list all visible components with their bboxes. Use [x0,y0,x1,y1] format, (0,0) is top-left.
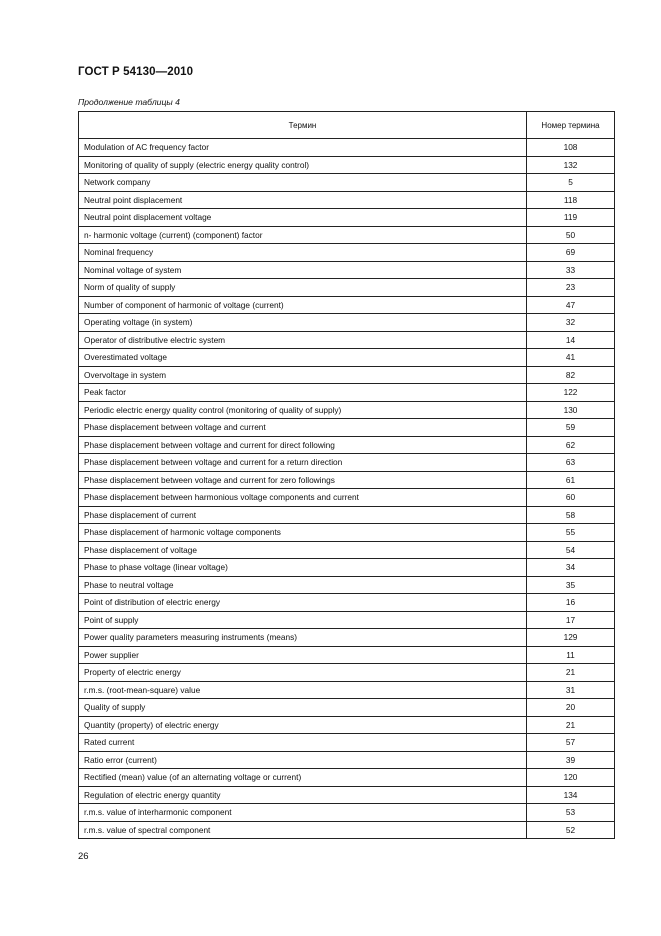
term-number-cell: 60 [527,489,615,507]
term-cell: Peak factor [79,384,527,402]
term-number-cell: 62 [527,436,615,454]
table-row [79,139,615,157]
term-number-cell: 82 [527,366,615,384]
term-cell: Rated current [79,734,527,752]
term-number-cell: 11 [527,646,615,664]
table-row [79,629,615,647]
table-row [79,506,615,524]
table-row [79,611,615,629]
table-row [79,594,615,612]
term-number-cell: 120 [527,769,615,787]
term-cell: Phase displacement between voltage and current for a return direction [79,454,527,472]
term-number-cell: 69 [527,244,615,262]
term-number-cell: 63 [527,454,615,472]
term-cell: Periodic electric energy quality control (monitoring of quality of supply) [79,401,527,419]
table-row [79,244,615,262]
term-cell: Number of component of harmonic of voltage (current) [79,296,527,314]
term-cell: Quantity (property) of electric energy [79,716,527,734]
table-row [79,786,615,804]
table-row [79,261,615,279]
term-number-cell: 122 [527,384,615,402]
term-number-cell: 34 [527,559,615,577]
term-cell: Nominal voltage of system [79,261,527,279]
document-standard-title: ГОСТ Р 54130—2010 [78,66,194,78]
term-cell: Overvoltage in system [79,366,527,384]
table-row [79,226,615,244]
term-number-cell: 39 [527,751,615,769]
term-number-cell: 32 [527,314,615,332]
table-row [79,699,615,717]
term-cell: Phase to neutral voltage [79,576,527,594]
term-cell: r.m.s. value of interharmonic component [79,804,527,822]
term-cell: Power quality parameters measuring instruments (means) [79,629,527,647]
table-row [79,419,615,437]
table-row [79,331,615,349]
table-row [79,541,615,559]
term-cell: Overestimated voltage [79,349,527,367]
term-number-cell: 17 [527,611,615,629]
term-cell: Norm of quality of supply [79,279,527,297]
table-body [79,139,615,839]
term-cell: Phase displacement of current [79,506,527,524]
table-row [79,314,615,332]
term-number-cell: 47 [527,296,615,314]
term-cell: Phase to phase voltage (linear voltage) [79,559,527,577]
term-cell: Operating voltage (in system) [79,314,527,332]
term-number-cell: 21 [527,716,615,734]
term-number-cell: 129 [527,629,615,647]
term-cell: r.m.s. value of spectral component [79,821,527,839]
table-row [79,751,615,769]
term-cell: Modulation of AC frequency factor [79,139,527,157]
table-row [79,489,615,507]
term-cell: Phase displacement between voltage and current for zero followings [79,471,527,489]
term-number-cell: 14 [527,331,615,349]
term-number-cell: 5 [527,174,615,192]
term-number-cell: 50 [527,226,615,244]
table-row [79,734,615,752]
table-row [79,296,615,314]
term-number-cell: 118 [527,191,615,209]
term-cell: Nominal frequency [79,244,527,262]
term-number-cell: 31 [527,681,615,699]
table-row [79,576,615,594]
term-cell: Quality of supply [79,699,527,717]
table-row [79,804,615,822]
term-cell: Operator of distributive electric system [79,331,527,349]
term-number-cell: 132 [527,156,615,174]
term-number-cell: 52 [527,821,615,839]
table-row [79,384,615,402]
term-cell: Neutral point displacement voltage [79,209,527,227]
term-number-cell: 53 [527,804,615,822]
table-row [79,646,615,664]
table-row [79,436,615,454]
table-row [79,559,615,577]
table-row [79,209,615,227]
term-cell: Neutral point displacement [79,191,527,209]
term-number-cell: 20 [527,699,615,717]
term-number-cell: 57 [527,734,615,752]
term-number-cell: 55 [527,524,615,542]
term-cell: Property of electric energy [79,664,527,682]
table-row [79,769,615,787]
term-cell: r.m.s. (root-mean-square) value [79,681,527,699]
table-row [79,366,615,384]
column-header-term: Термин [79,112,527,139]
column-header-number: Номер термина [527,112,615,139]
term-cell: Rectified (mean) value (of an alternating voltage or current) [79,769,527,787]
term-cell: Phase displacement of voltage [79,541,527,559]
term-number-cell: 23 [527,279,615,297]
table-caption: Продолжение таблицы 4 [78,97,180,107]
terms-table [78,111,615,839]
term-number-cell: 134 [527,786,615,804]
table-row [79,174,615,192]
term-number-cell: 35 [527,576,615,594]
term-cell: Regulation of electric energy quantity [79,786,527,804]
term-cell: Point of supply [79,611,527,629]
table-row [79,156,615,174]
term-cell: Phase displacement of harmonic voltage components [79,524,527,542]
table-row [79,821,615,839]
term-cell: Phase displacement between voltage and current for direct following [79,436,527,454]
table-row [79,401,615,419]
term-number-cell: 41 [527,349,615,367]
term-number-cell: 59 [527,419,615,437]
table-row [79,349,615,367]
term-number-cell: 119 [527,209,615,227]
table-row [79,716,615,734]
table-header-row [79,112,615,139]
table-row [79,681,615,699]
term-cell: Ratio error (current) [79,751,527,769]
term-cell: Network company [79,174,527,192]
term-number-cell: 108 [527,139,615,157]
term-number-cell: 58 [527,506,615,524]
table-row [79,664,615,682]
term-cell: Phase displacement between harmonious voltage components and current [79,489,527,507]
table-row [79,524,615,542]
term-number-cell: 130 [527,401,615,419]
page-number: 26 [78,851,89,862]
term-number-cell: 16 [527,594,615,612]
table-row [79,279,615,297]
term-number-cell: 21 [527,664,615,682]
table-row [79,471,615,489]
table-row [79,454,615,472]
term-number-cell: 54 [527,541,615,559]
table-row [79,191,615,209]
term-number-cell: 33 [527,261,615,279]
term-cell: Power supplier [79,646,527,664]
term-cell: Phase displacement between voltage and current [79,419,527,437]
term-cell: Point of distribution of electric energy [79,594,527,612]
term-cell: Monitoring of quality of supply (electric energy quality control) [79,156,527,174]
term-cell: n- harmonic voltage (current) (component) factor [79,226,527,244]
term-number-cell: 61 [527,471,615,489]
